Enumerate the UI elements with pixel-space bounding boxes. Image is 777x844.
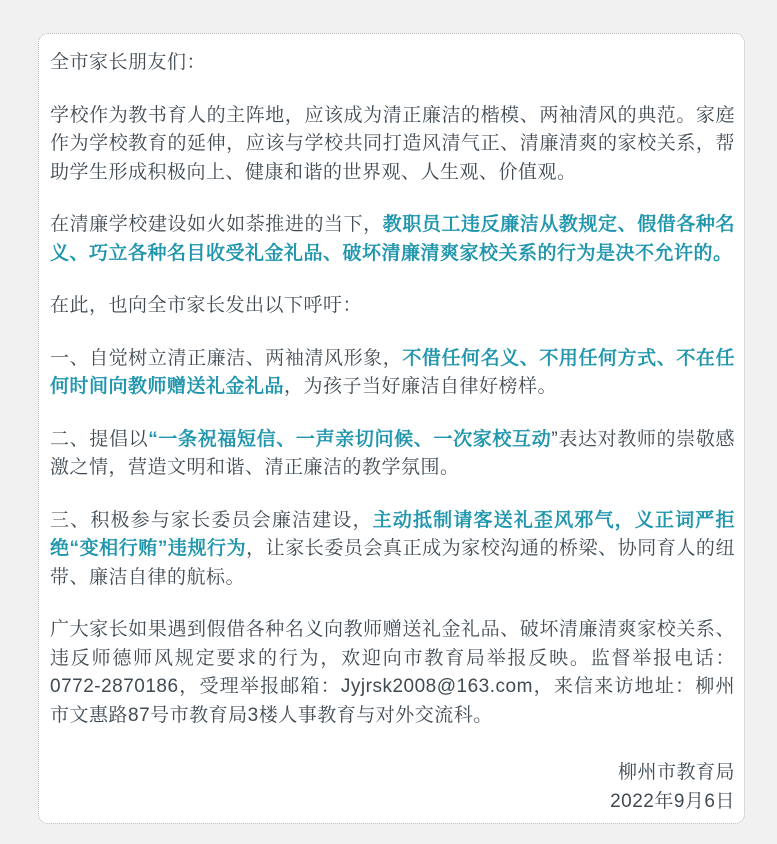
paragraph [50, 345, 735, 402]
text-run: ，让家长委员会真正成为家校沟通的桥梁、协同育人的纽带、廉洁自律的航标。 [50, 538, 735, 588]
text-run: 在清廉学校建设如火如荼推进的当下， [50, 214, 383, 235]
text-run: 广大家长如果遇到假借各种名义向教师赠送礼金礼品、破坏清廉清爽家校关系、违反师德师风规定要求的行为，欢迎向市教育局举报反映。监督举报电话：0772-2870186，受理举报邮箱：Jyjrsk2008@163.com，来信来访地址：柳州市文惠路87号市教育局3楼人事教育与对外交流科。 [50, 619, 735, 726]
highlight-run: 主动抵制请客送礼歪风邪气，义正词严拒绝“变相行贿”违规行为 [50, 509, 735, 559]
text-run: 三、积极参与家长委员会廉洁建设， [50, 509, 373, 531]
highlight-run: 不借任何名义、不用任何方式、不在任何时间向教师赠送礼金礼品 [50, 347, 735, 397]
text-run: ”表达对教师的崇敬感激之情，营造文明和谐、清正廉洁的教学氛围。 [50, 428, 735, 478]
signature-organization: 柳州市教育局 [617, 762, 735, 783]
paragraph [50, 211, 735, 268]
salutation: 全市家长朋友们： [50, 52, 207, 73]
paragraph [50, 292, 735, 321]
text-run: ，为孩子当好廉洁自律好榜样。 [284, 376, 558, 397]
paragraph [50, 507, 735, 593]
highlight-run: 教职员工违反廉洁从教规定、假借各种名义、巧立各种名目收受礼金礼品、破坏清廉清爽家校关系的行为是决不允许的。 [50, 214, 735, 264]
paragraph [50, 102, 735, 188]
signature-block [50, 758, 735, 816]
highlight-run: “一条祝福短信、一声亲切问候、一次家校互动 [148, 428, 552, 450]
letter-body [50, 102, 735, 731]
signature-date: 2022年9月6日 [610, 791, 735, 812]
paragraph [50, 426, 735, 483]
text-run: 在此，也向全市家长发出以下呼吁： [50, 295, 363, 316]
letter-card [38, 33, 745, 824]
text-run: 二、提倡以 [50, 428, 149, 450]
text-run: 学校作为教书育人的主阵地，应该成为清正廉洁的楷模、两袖清风的典范。家庭作为学校教育的延伸，应该与学校共同打造风清气正、清廉清爽的家校关系，帮助学生形成积极向上、健康和谐的世界观、人生观、价值观。 [50, 104, 735, 183]
text-run: 一、自觉树立清正廉洁、两袖清风形象， [50, 347, 403, 369]
paragraph [50, 616, 735, 730]
